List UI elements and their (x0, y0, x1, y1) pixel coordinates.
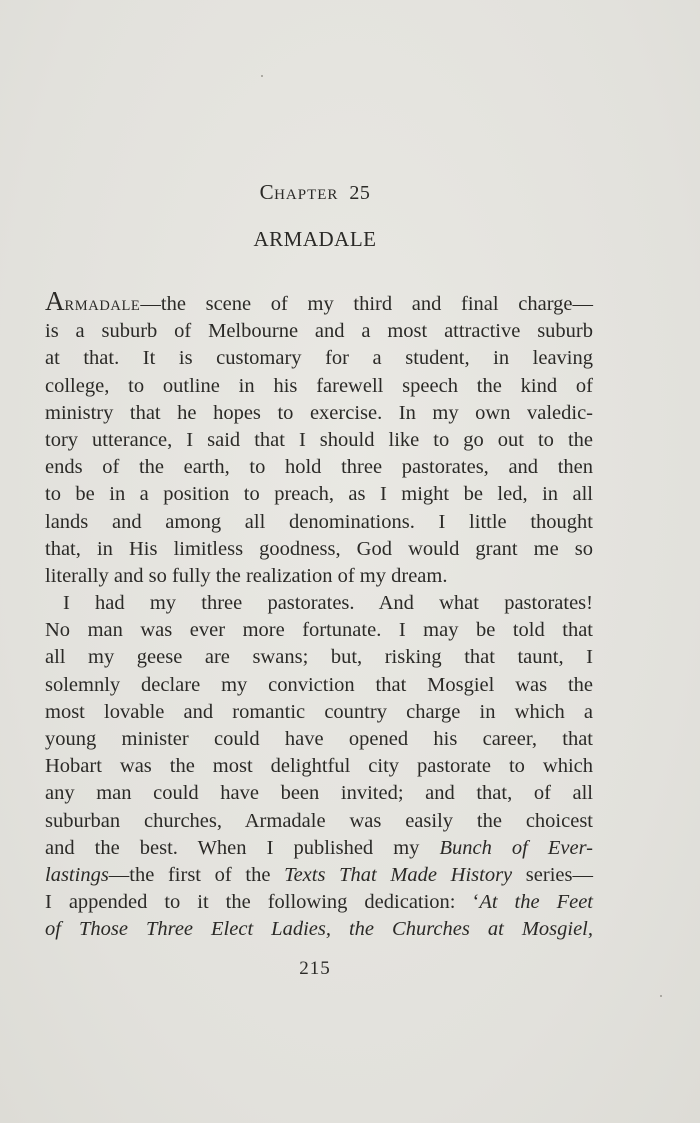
text-line: ministry that he hopes to exercise. In my own valedic- (45, 401, 593, 424)
page-number: 215 (299, 958, 331, 979)
chapter-title: ARMADALE (253, 227, 377, 251)
text-line: I appended to it the following dedication: ‘At the Feet (45, 891, 593, 914)
text-line: Hobart was the most delightful city pastorate to which (45, 755, 593, 778)
chapter-number: 25 (349, 182, 371, 204)
text-line: of Those Three Elect Ladies, the Churches at Mosgiel, (45, 918, 593, 941)
chapter-label (0, 180, 630, 205)
text-line: that, in His limitless goodness, God would grant me so (45, 537, 593, 560)
text-line: young minister could have opened his career, that (45, 728, 593, 750)
text-line: tory utterance, I said that I should like to go out to the (45, 428, 593, 451)
text-line: college, to outline in his farewell speech the kind of (45, 374, 593, 397)
text-line: is a suburb of Melbourne and a most attractive suburb (45, 320, 593, 343)
opening-word: ARMADALE (45, 286, 141, 316)
text-line: lands and among all denominations. I little thought (45, 510, 593, 533)
text-line: literally and so fully the realization of my dream. (45, 564, 448, 587)
text-line: solemnly declare my conviction that Mosgiel was the (45, 673, 593, 696)
text-line: ARMADALE—the scene of my third and final charge— (45, 286, 593, 316)
chapter-label-initial: C (259, 180, 275, 204)
chapter-label-rest: HAPTER (274, 187, 339, 203)
text-line: any man could have been invited; and that, of all (45, 782, 593, 805)
text-line: at that. It is customary for a student, in leaving (45, 347, 593, 370)
paper-speck (261, 75, 263, 77)
text-line: suburban churches, Armadale was easily the choicest (45, 809, 593, 832)
text-line: lastings—the first of the Texts That Made History series— (45, 863, 593, 886)
text-line: all my geese are swans; but, risking that taunt, I (45, 646, 593, 669)
body-text (45, 286, 594, 944)
text-line: to be in a position to preach, as I might be led, in all (45, 483, 593, 506)
text-line: ends of the earth, to hold three pastorates, and then (45, 456, 593, 479)
text-line: I had my three pastorates. And what pastorates! (63, 592, 593, 615)
text-line: No man was ever more fortunate. I may be told that (45, 619, 593, 642)
text-line: most lovable and romantic country charge in which a (45, 700, 593, 723)
paper-speck (660, 995, 662, 997)
text-line: and the best. When I published my Bunch of Ever- (45, 836, 594, 859)
